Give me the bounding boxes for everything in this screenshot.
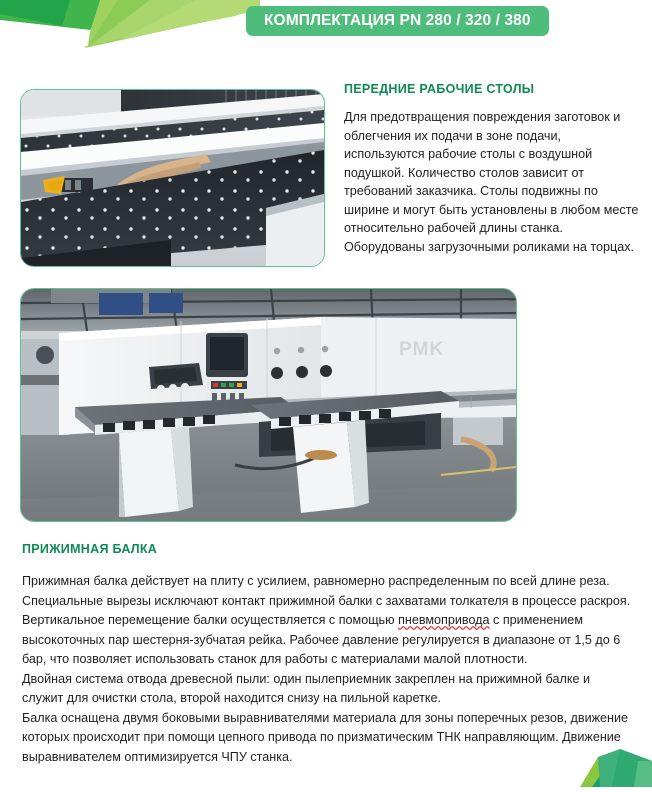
section-heading-front-work-tables: ПЕРЕДНИЕ РАБОЧИЕ СТОЛЫ	[344, 82, 535, 96]
section-body-front-work-tables: Для предотвращения повреждения заготовок и облегчения их подачи в зоне подачи, используются рабочие столы с воздушной подушкой. Количество столов зависит от требований заказчика. Столы подвижны по ширине и могут быть установлены в любом месте относительно рабочей длины станка. Оборудованы загрузочными роликами на торцах.	[344, 110, 639, 254]
top-left-decoration	[0, 0, 260, 48]
paragraph: Вертикальное перемещение балки осуществляется с помощью пневмопривода с применением высокоточных пар шестерня-зубчатая рейка. Рабочее давление регулируется в диапазоне от 1,5 до 6 бар, что позволяет использовать станок для работы с материалами малой плотности.	[22, 613, 621, 666]
paragraph: Специальные вырезы исключают контакт прижимной балки с захватами толкателя в процессе раскроя.	[22, 593, 631, 608]
page-title-pill	[246, 6, 549, 36]
svg-text:PMK: PMK	[399, 339, 445, 360]
section-heading-pressure-beam: ПРИЖИМНАЯ БАЛКА	[22, 542, 158, 556]
paragraph: Двойная система отвода древесной пыли: один пылеприемник закреплен на прижимной балке и служит для очистки стола, второй находится снизу на пильной каретке.	[22, 671, 591, 705]
page-title: КОМПЛЕКТАЦИЯ PN 280 / 320 / 380	[264, 12, 531, 29]
section-body-pressure-beam	[22, 572, 632, 767]
photo-beam-saw-machine	[20, 288, 517, 522]
photo-air-cushion-tables	[20, 89, 325, 267]
spellcheck-word: пневмопривода	[398, 613, 490, 627]
paragraph: Балка оснащена двумя боковыми выравнивателями материала для зоны поперечных резов, движение которых происходит при помощи цепного привода по призматическим ТНК направляющим. Движение выравнивателем оптимизируется ЧПУ станка.	[22, 710, 629, 764]
page-header	[0, 0, 652, 48]
paragraph: Прижимная балка действует на плиту с усилием, равномерно распределенным по всей длине реза.	[22, 574, 610, 588]
